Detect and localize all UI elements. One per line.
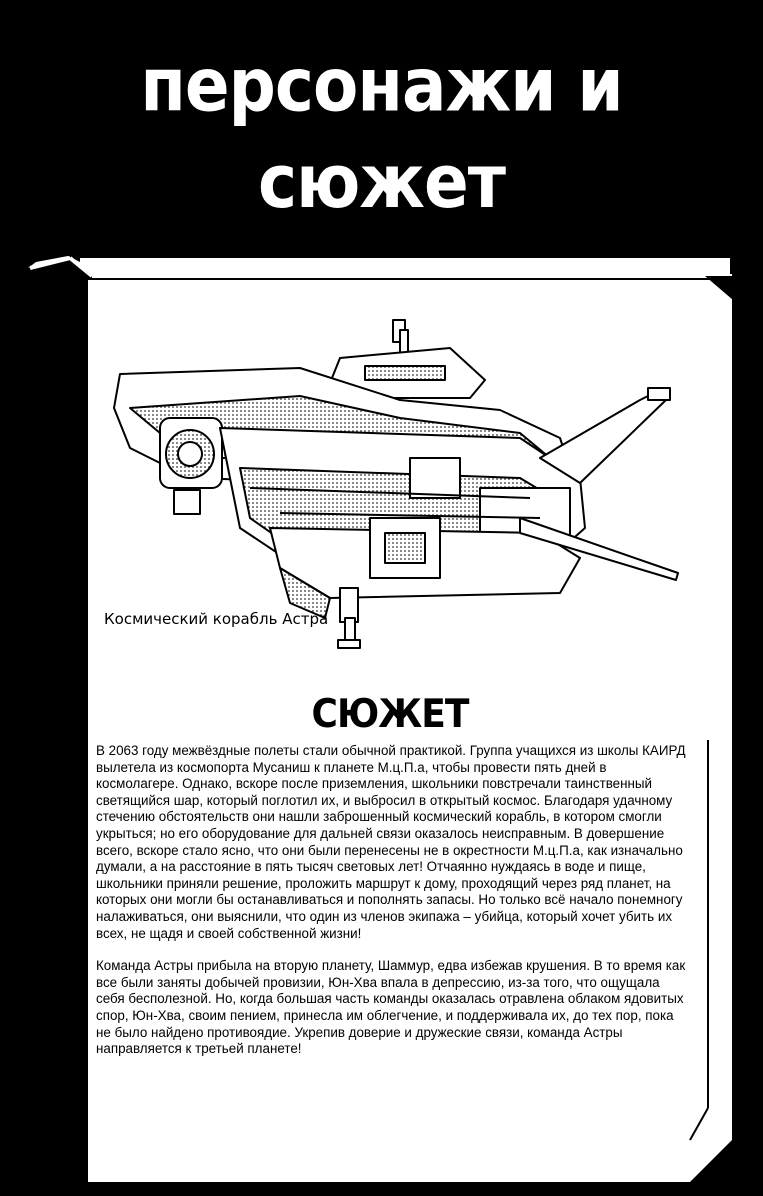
page-title-line-1: персонажи и [140, 42, 623, 129]
page-title-line-2: сюжет [258, 138, 505, 225]
plot-paragraph-2: Команда Астры прибыла на вторую планету, Шаммур, едва избежав крушения. В то время как все были заняты добычей провизии, Юн-Хва впала в депрессию, из-за того, что ощущала себя бесполезной. Но, когда большая часть команды оказалась отравлена облаком ядовитых спор, Юн-Хва, своим пением, принесла им облегчение, и поддерживала их, до тех пор, пока не было найдено противоядие. Укрепив доверие и дружеские связи, команда Астры направляется к третьей планете! [96, 958, 686, 1057]
illustration-caption: Космический корабль Астра [104, 610, 329, 628]
plot-text [96, 743, 686, 1074]
plot-paragraph-1: В 2063 году межвёздные полеты стали обычной практикой. Группа учащихся из школы КАИРД вылетела из космопорта Мусаниш к планете М.ц.П.а, чтобы провести пять дней в космолагере. Однако, вскоре после приземления, школьники повстречали таинственный светящийся шар, который поглотил их, и выбросил в открытый космос. Благодаря удачному стечению обстоятельств они нашли заброшенный космический корабль, в котором смогли укрыться; но его оборудование для дальней связи оказалось неисправным. В довершение всего, вскоре стало ясно, что они были перенесены не в окрестности М.ц.П.а, как изначально думали, а на расстояние в пять тысяч световых лет! Отчаянно нуждаясь в воде и пище, школьники приняли решение, проложить маршрут к дому, проходящий через ряд планет, на которых они могли бы останавливаться и пополнять запасы. Но только всё начало понемногу налаживаться, они выяснили, что один из членов экипажа – убийца, который хочет убить их всех, не щадя и своей собственной жизни! [96, 743, 686, 941]
plot-heading: СЮЖЕТ [311, 691, 469, 738]
